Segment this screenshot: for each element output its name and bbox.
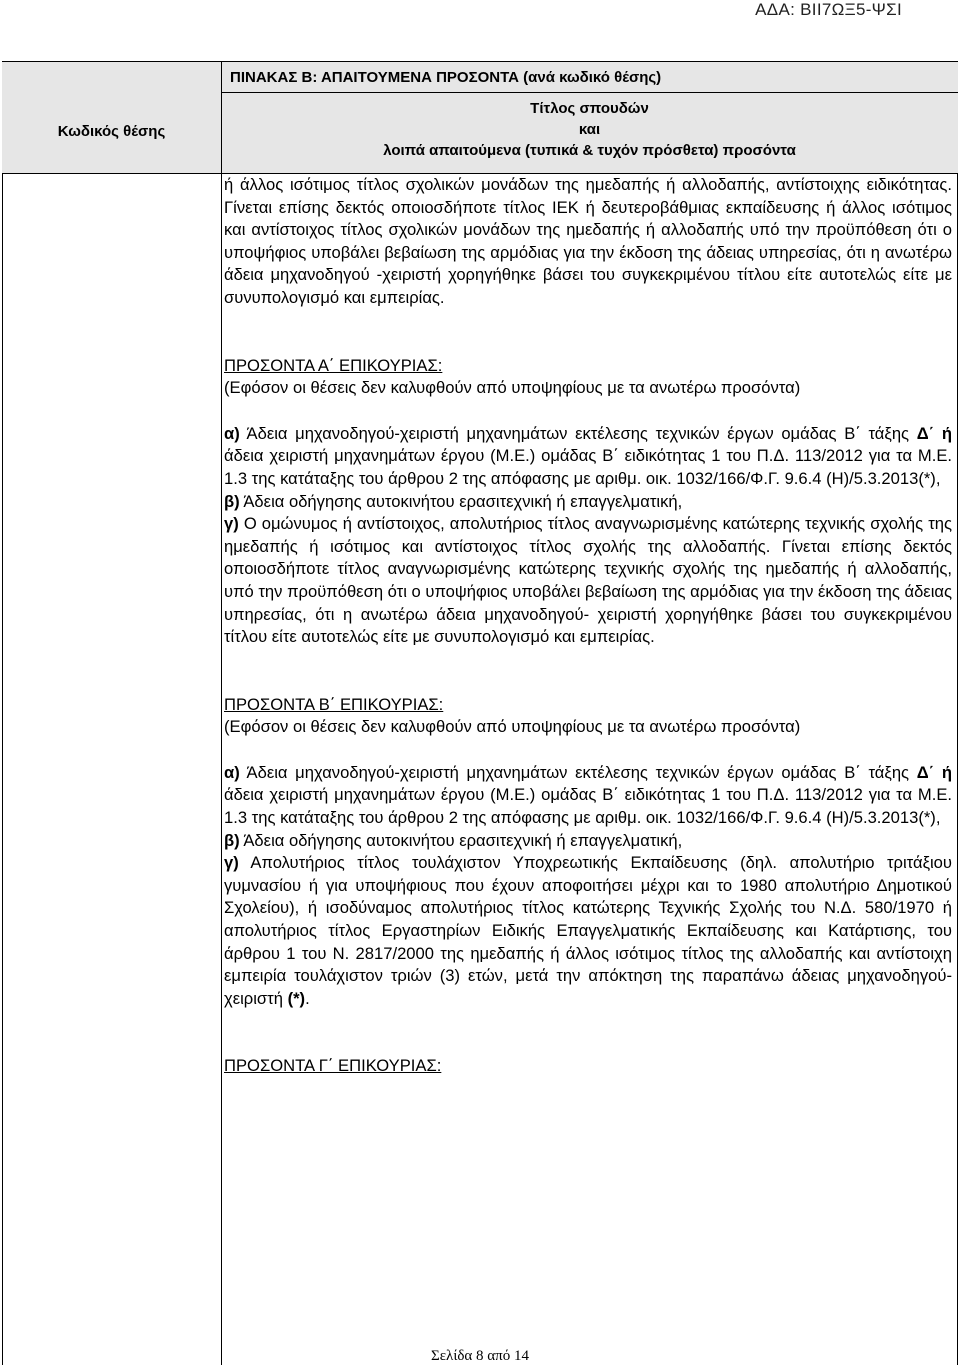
code-column-header: Κωδικός θέσης (57, 123, 166, 140)
item-label: γ) (224, 853, 239, 873)
ada-code: ΑΔΑ: ΒΙΙ7ΩΞ5-ΨΣΙ (755, 0, 902, 19)
section-b-heading: ΠΡΟΣΟΝΤΑ Β΄ ΕΠΙΚΟΥΡΙΑΣ: (224, 694, 444, 714)
table-header (2, 61, 958, 174)
qualifications-cell (224, 174, 952, 1078)
section-a-note: (Εφόσον οι θέσεις δεν καλυφθούν από υποψηφίους με τα ανωτέρω προσόντα) (224, 378, 801, 398)
title-col-line-3: λοιπά απαιτούμενα (τυπικά & τυχόν πρόσθετα) προσόντα (383, 142, 796, 159)
intro-paragraph: ή άλλος ισότιμος τίτλος σχολικών μονάδων της ημεδαπής ή αλλοδαπής, αντίστοιχης ειδικότητας. Γίνεται επίσης δεκτός οποιοσδήποτε τίτλος ΙΕΚ ή δευτεροβάθμιας εκπαίδευσης ή άλλος ισότιμος και αντίστοιχος τίτλος σχολικών μονάδων της ημεδαπής ή αλλοδαπής υπό την προϋπόθεση ότι ο υποψήφιος υποβάλει βεβαίωση της αρμόδιας για την έκδοση της άδειας υπηρεσίας, ότι η ανωτέρω άδεια μηχανοδηγού -χειριστή χορηγήθηκε βάσει του συγκεκριμένου τίτλου είτε αυτοτελώς είτε με συνυπολογισμό και εμπειρίας. (224, 175, 952, 307)
page-number: Σελίδα 8 από 14 (431, 1348, 529, 1364)
item-label: α) (224, 762, 240, 782)
item-label: γ) (224, 514, 239, 534)
section-b-item-c: γ) Απολυτήριος τίτλος τουλάχιστον Υποχρεωτικής Εκπαίδευσης (δηλ. απολυτήριο τριτάξιου γυμνασίου ή για υποψήφιους που έχουν αποφοιτήσει μέχρι και το 1980 απολυτήριο Δημοτικού Σχολείου), ή ισοδύναμος απολυτήριος τίτλος κατώτερης Τεχνικής Σχολής του Ν.Δ. 580/1970 ή απολυτήριος τίτλος Εργαστηρίων Ειδικής Επαγγελματικής Εκπαίδευσης και Κατάρτισης, του άρθρου 1 του Ν. 2817/2000 της ημεδαπής ή άλλος ισότιμος τίτλος της αλλοδαπής και αντίστοιχη εμπειρία τουλάχιστον τριών (3) ετών, μετά την απόκτηση της παραπάνω άδειας μηχανοδηγού-χειριστή (*). (224, 853, 952, 1008)
table-title: ΠΙΝΑΚΑΣ Β: ΑΠΑΙΤΟΥΜΕΝΑ ΠΡΟΣΟΝΤΑ (ανά κωδικό θέσης) (230, 69, 662, 86)
title-col-line-2: και (578, 121, 601, 138)
section-b-item-b: β) Άδεια οδήγησης αυτοκινήτου ερασιτεχνική ή επαγγελματική, (224, 830, 683, 850)
table-right-border (957, 61, 958, 1365)
section-b-note: (Εφόσον οι θέσεις δεν καλυφθούν από υποψηφίους με τα ανωτέρω προσόντα) (224, 717, 801, 737)
item-label: α) (224, 423, 240, 443)
section-a-heading: ΠΡΟΣΟΝΤΑ Α΄ ΕΠΙΚΟΥΡΙΑΣ: (224, 355, 443, 375)
section-a-item-b: β) Άδεια οδήγησης αυτοκινήτου ερασιτεχνική ή επαγγελματική, (224, 491, 683, 511)
title-column-header (221, 98, 958, 161)
section-a-item-a: α) Άδεια μηχανοδηγού-χειριστή μηχανημάτων εκτέλεσης τεχνικών έργων ομάδας Β΄ τάξης Δ΄ ή άδεια χειριστή μηχανημάτων έργου (Μ.Ε.) ομάδας Β΄ ειδικότητας 1 του Π.Δ. 113/2012 για τα Μ.Ε. 1.3 της κατάταξης του άρθρου 2 της απόφασης με αριθμ. οικ. 1032/166/Φ.Γ. 9.6.4 (Η)/5.3.2013(*), (224, 423, 952, 488)
item-label: β) (224, 830, 240, 850)
section-a-item-c: γ) Ο ομώνυμος ή αντίστοιχος, απολυτήριος τίτλος αναγνωρισμένης κατώτερης τεχνικής σχολής της ημεδαπής ή ισότιμος και αντίστοιχος τίτλος σχολής της αλλοδαπής. Γίνεται επίσης δεκτός οποιοσδήποτε τίτλος αναγνωρισμένης κατώτερης τεχνικής σχολής της ημεδαπής ή αλλοδαπής, υπό την προϋπόθεση ότι ο υποψήφιος υποβάλει βεβαίωση της αρμόδιας για την έκδοση της άδειας υπηρεσίας, ότι η ανωτέρω άδεια μηχανοδηγού- χειριστή χορηγήθηκε βάσει του συγκεκριμένου τίτλου είτε αυτοτελώς είτε με συνυπολογισμό και εμπειρίας. (224, 514, 952, 647)
item-label: β) (224, 491, 240, 511)
table-left-border (2, 61, 3, 1365)
header-row-divider (221, 92, 958, 93)
section-b-item-a: α) Άδεια μηχανοδηγού-χειριστή μηχανημάτων εκτέλεσης τεχνικών έργων ομάδας Β΄ τάξης Δ΄ ή άδεια χειριστή μηχανημάτων έργου (Μ.Ε.) ομάδας Β΄ ειδικότητας 1 του Π.Δ. 113/2012 για τα Μ.Ε. 1.3 της κατάταξης του άρθρου 2 της απόφασης με αριθμ. οικ. 1032/166/Φ.Γ. 9.6.4 (Η)/5.3.2013(*), (224, 762, 952, 828)
section-c-heading: ΠΡΟΣΟΝΤΑ Γ΄ ΕΠΙΚΟΥΡΙΑΣ: (224, 1056, 442, 1076)
title-col-line-1: Τίτλος σπουδών (530, 100, 649, 117)
body-column-divider (221, 172, 222, 1365)
